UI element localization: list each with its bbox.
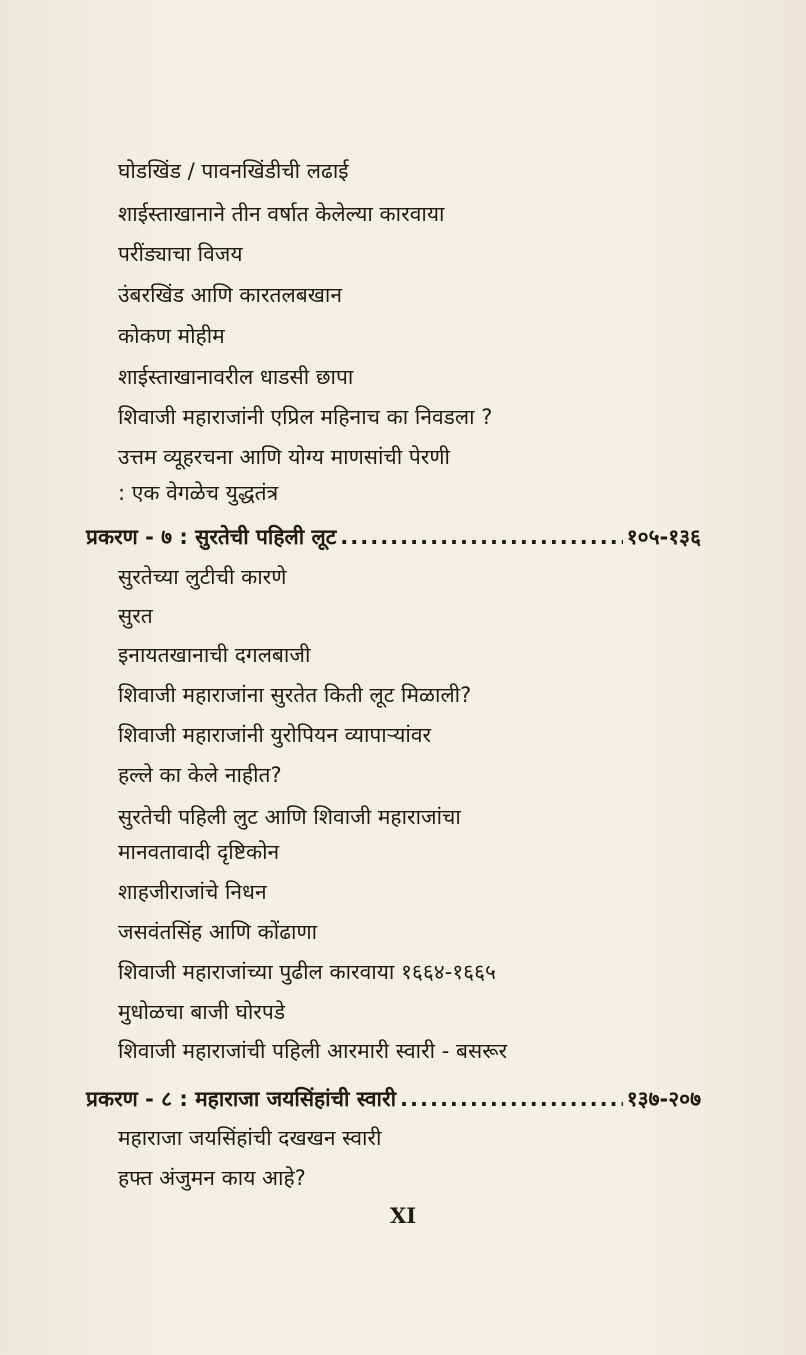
toc-entry: सुरत — [118, 604, 153, 628]
toc-entry: सुरतेची पहिली लुट आणि शिवाजी महाराजांचा — [118, 805, 461, 829]
dot-leader — [400, 1085, 623, 1113]
toc-entry: उंबरखिंड आणि कारतलबखान — [118, 283, 343, 307]
chapter-pages: १३७-२०७ — [626, 1087, 701, 1111]
toc-entry: जसवंतसिंह आणि कोंढाणा — [118, 920, 318, 944]
toc-entry: कोकण मोहीम — [118, 324, 225, 348]
chapter-pages: १०५-१३६ — [626, 525, 701, 549]
toc-entry: शिवाजी महाराजांनी एप्रिल महिनाच का निवडला ? — [118, 405, 493, 429]
toc-entry: शिवाजी महाराजांना सुरतेत किती लूट मिळाली? — [118, 683, 472, 707]
toc-entry: शाईस्ताखानाने तीन वर्षात केलेल्या कारवाया — [118, 202, 445, 226]
toc-entry: शिवाजी महाराजांची पहिली आरमारी स्वारी - बसरूर — [118, 1039, 508, 1063]
chapter-8-heading — [86, 1085, 701, 1113]
dot-leader — [340, 523, 622, 551]
chapter-7-heading — [86, 523, 701, 551]
toc-entry: परींड्याचा विजय — [118, 242, 243, 266]
toc-entry: मानवतावादी दृष्टिकोन — [118, 840, 280, 864]
page-number: XI — [389, 1203, 417, 1228]
toc-entry: शाईस्ताखानावरील धाडसी छापा — [118, 365, 354, 389]
toc-entry: उत्तम व्यूहरचना आणि योग्य माणसांची पेरणी — [118, 445, 450, 469]
toc-entry: शिवाजी महाराजांच्या पुढील कारवाया १६६४-१६६५ — [118, 960, 496, 984]
toc-entry: हफ्त अंजुमन काय आहे? — [118, 1166, 306, 1190]
toc-entry: हल्ले का केले नाहीत? — [118, 763, 282, 787]
toc-entry: घोडखिंड / पावनखिंडीची लढाई — [118, 159, 349, 183]
toc-entry: शाहजीराजांचे निधन — [118, 880, 267, 904]
toc-entry: मुधोळचा बाजी घोरपडे — [118, 1000, 286, 1024]
toc-entry: महाराजा जयसिंहांची दखखन स्वारी — [118, 1126, 382, 1150]
toc-entry: शिवाजी महाराजांनी युरोपियन व्यापाऱ्यांवर — [118, 723, 432, 747]
toc-entry: इनायतखानाची दगलबाजी — [118, 643, 311, 667]
toc-entry: : एक वेगळेच युद्धतंत्र — [118, 481, 279, 505]
chapter-title: प्रकरण - ८ : महाराजा जयसिंहांची स्वारी — [86, 1087, 397, 1111]
toc-entry: सुरतेच्या लुटीची कारणे — [118, 565, 287, 589]
chapter-title: प्रकरण - ७ : सुरतेची पहिली लूट — [86, 525, 337, 549]
